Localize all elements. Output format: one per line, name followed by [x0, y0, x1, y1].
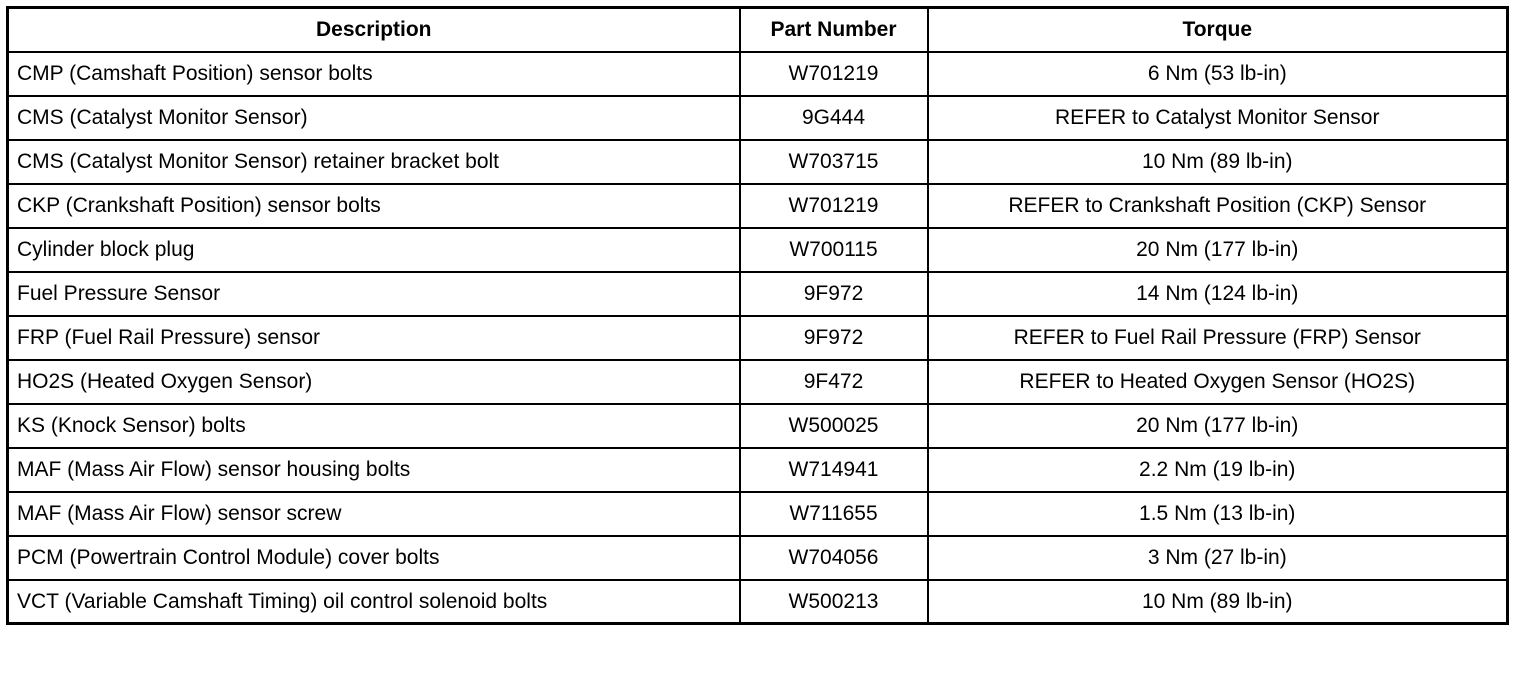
cell-torque: REFER to Catalyst Monitor Sensor [928, 96, 1508, 140]
cell-description: Fuel Pressure Sensor [8, 272, 740, 316]
cell-description: CMP (Camshaft Position) sensor bolts [8, 52, 740, 96]
cell-part-number: 9F972 [740, 272, 928, 316]
cell-part-number: 9G444 [740, 96, 928, 140]
cell-part-number: W701219 [740, 184, 928, 228]
torque-spec-table [6, 6, 1509, 625]
cell-part-number: W701219 [740, 52, 928, 96]
table-row [8, 492, 1508, 536]
cell-part-number: W714941 [740, 448, 928, 492]
header-part-number: Part Number [740, 8, 928, 52]
cell-part-number: W500025 [740, 404, 928, 448]
cell-part-number: W711655 [740, 492, 928, 536]
cell-description: MAF (Mass Air Flow) sensor screw [8, 492, 740, 536]
cell-torque: 6 Nm (53 lb-in) [928, 52, 1508, 96]
cell-description: CMS (Catalyst Monitor Sensor) retainer bracket bolt [8, 140, 740, 184]
cell-part-number: W500213 [740, 580, 928, 624]
table-row [8, 316, 1508, 360]
cell-part-number: W704056 [740, 536, 928, 580]
table-row [8, 184, 1508, 228]
cell-description: Cylinder block plug [8, 228, 740, 272]
table-row [8, 536, 1508, 580]
cell-torque: 2.2 Nm (19 lb-in) [928, 448, 1508, 492]
cell-description: HO2S (Heated Oxygen Sensor) [8, 360, 740, 404]
cell-part-number: W703715 [740, 140, 928, 184]
cell-description: VCT (Variable Camshaft Timing) oil control solenoid bolts [8, 580, 740, 624]
table-row [8, 360, 1508, 404]
table-row [8, 140, 1508, 184]
cell-description: CMS (Catalyst Monitor Sensor) [8, 96, 740, 140]
cell-torque: 20 Nm (177 lb-in) [928, 228, 1508, 272]
table-row [8, 448, 1508, 492]
cell-torque: 10 Nm (89 lb-in) [928, 580, 1508, 624]
table-row [8, 228, 1508, 272]
cell-torque: REFER to Crankshaft Position (CKP) Sensor [928, 184, 1508, 228]
cell-description: MAF (Mass Air Flow) sensor housing bolts [8, 448, 740, 492]
cell-torque: 1.5 Nm (13 lb-in) [928, 492, 1508, 536]
header-torque: Torque [928, 8, 1508, 52]
cell-description: PCM (Powertrain Control Module) cover bolts [8, 536, 740, 580]
cell-torque: REFER to Heated Oxygen Sensor (HO2S) [928, 360, 1508, 404]
cell-torque: 10 Nm (89 lb-in) [928, 140, 1508, 184]
cell-part-number: W700115 [740, 228, 928, 272]
table-row [8, 96, 1508, 140]
table-row [8, 404, 1508, 448]
table-row [8, 52, 1508, 96]
table-row [8, 272, 1508, 316]
header-description: Description [8, 8, 740, 52]
cell-torque: 14 Nm (124 lb-in) [928, 272, 1508, 316]
cell-description: CKP (Crankshaft Position) sensor bolts [8, 184, 740, 228]
cell-torque: REFER to Fuel Rail Pressure (FRP) Sensor [928, 316, 1508, 360]
table-row [8, 580, 1508, 624]
cell-part-number: 9F972 [740, 316, 928, 360]
cell-description: KS (Knock Sensor) bolts [8, 404, 740, 448]
cell-torque: 3 Nm (27 lb-in) [928, 536, 1508, 580]
header-row [8, 8, 1508, 52]
cell-torque: 20 Nm (177 lb-in) [928, 404, 1508, 448]
cell-part-number: 9F472 [740, 360, 928, 404]
cell-description: FRP (Fuel Rail Pressure) sensor [8, 316, 740, 360]
